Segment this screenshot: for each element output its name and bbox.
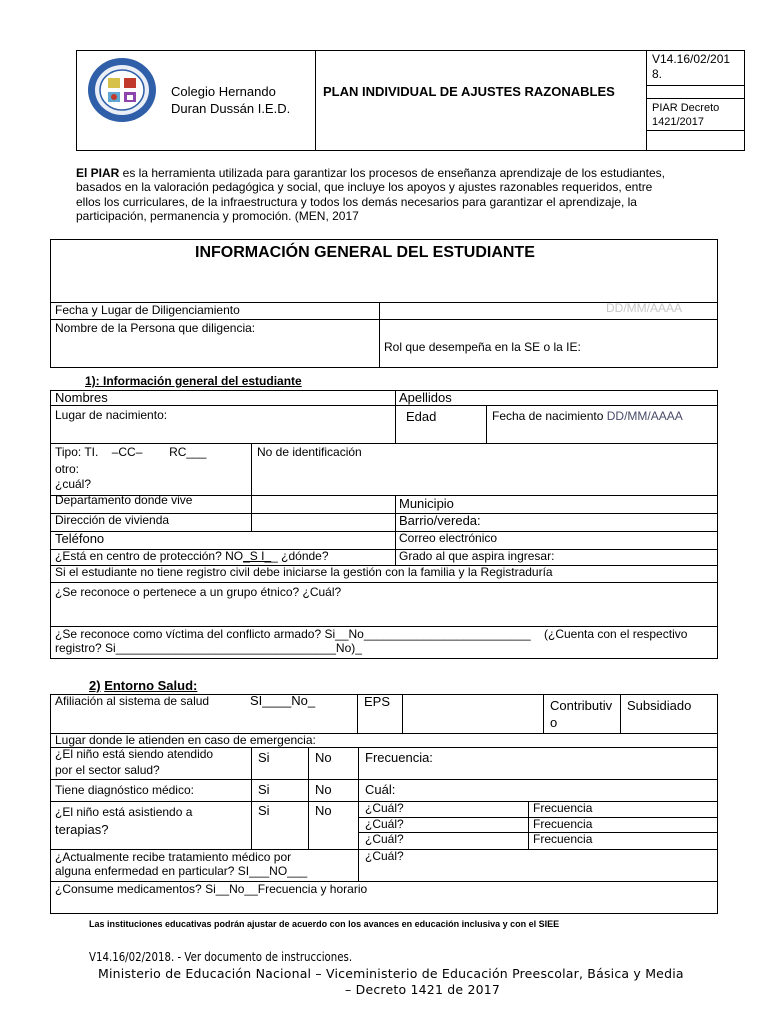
atendido-line2: por el sector salud? <box>55 763 160 777</box>
terapias-no[interactable]: No <box>315 803 332 818</box>
version-code-line2: 8. <box>652 67 663 81</box>
terapia-cual-3: ¿Cuál? <box>365 832 404 846</box>
tipo-documento: Tipo: TI. –CC– RC___ <box>55 445 207 459</box>
decree-line1: PIAR Decreto <box>652 102 720 114</box>
diagnostico-si[interactable]: Si <box>258 782 270 797</box>
intro-line3: ellos los curriculares, de la infraestructura y todos los demás necesarios para garantizar el aprendizaje, la <box>76 195 637 209</box>
correo-label: Correo electrónico <box>399 531 498 545</box>
victima-line1b: (¿Cuenta con el respectivo <box>544 627 688 641</box>
diagnostico-label: Tiene diagnóstico médico: <box>55 783 194 797</box>
nombres-label: Nombres <box>55 390 108 405</box>
atendido-line1: ¿El niño está siendo atendido <box>55 747 214 761</box>
telefono-label: Teléfono <box>55 531 105 546</box>
atendido-si[interactable]: Si <box>258 750 270 765</box>
afiliacion-si-no[interactable]: SI____No_ <box>250 693 316 708</box>
direccion-label: Dirección de vivienda <box>55 513 170 527</box>
school-name-line1: Colegio Hernando <box>171 84 276 99</box>
tipo-otro: otro: <box>55 462 80 476</box>
terapias-line1: ¿El niño está asistiendo a <box>55 805 193 819</box>
fecha-nacimiento-label: Fecha de nacimiento DD/MM/AAAA <box>492 409 683 423</box>
terapias-si[interactable]: Si <box>258 803 270 818</box>
rol-label: Rol que desempeña en la SE o la IE: <box>384 340 581 354</box>
terapia-frecuencia-3: Frecuencia <box>533 832 593 846</box>
intro-line1 <box>76 167 665 180</box>
intro-line1-text: es la herramienta utilizada para garantizar los procesos de enseñanza aprendizaje de los estudiantes, <box>119 166 666 180</box>
intro-line4: participación, permanencia y promoción. (MEN, 2017 <box>76 209 359 223</box>
contributivo-line1[interactable]: Contributiv <box>550 698 613 713</box>
lugar-emergencia-label: Lugar donde le atienden en caso de emergencia: <box>55 733 316 747</box>
footer-ministry: Ministerio de Educación Nacional – Viceministerio de Educación Preescolar, Básica y Media <box>98 966 684 981</box>
section1-heading: 1): Información general del estudiante <box>85 374 302 388</box>
diagnostico-no[interactable]: No <box>315 782 332 797</box>
grupo-etnico-label: ¿Se reconoce o pertenece a un grupo étnico? ¿Cuál? <box>55 585 342 599</box>
terapia-cual-1: ¿Cuál? <box>365 801 404 815</box>
nombre-diligencia-label: Nombre de la Persona que diligencia: <box>55 321 256 335</box>
section2-heading: 2) Entorno Salud: <box>89 678 198 693</box>
tipo-rc[interactable]: RC___ <box>169 445 207 459</box>
footer-decree: – Decreto 1421 de 2017 <box>345 982 501 997</box>
edad-label: Edad <box>406 409 437 424</box>
victima-line1: ¿Se reconoce como víctima del conflicto armado? Si__No_________________________ <box>55 627 531 641</box>
apellidos-label: Apellidos <box>399 390 452 405</box>
fecha-nacimiento-field[interactable]: DD/MM/AAAA <box>606 409 683 423</box>
eps-label: EPS <box>364 694 391 709</box>
tipo-cual: ¿cuál? <box>55 477 92 491</box>
terapias-line2: terapias? <box>55 822 109 837</box>
tipo-cc[interactable]: –CC– <box>111 445 143 459</box>
contributivo-line2: o <box>550 715 558 730</box>
decree-line2: 1421/2017 <box>652 116 704 128</box>
intro-line2: basados en la valoración pedagógica y social, que incluye los apoyos y ajustes razonables requeridos, entre <box>76 180 653 194</box>
barrio-label: Barrio/vereda: <box>399 513 481 528</box>
terapia-frecuencia-2: Frecuencia <box>533 817 593 831</box>
proteccion-label: ¿Está en centro de protección? NO_S I__ ¿dónde? <box>55 549 329 563</box>
terapia-cual-2: ¿Cuál? <box>365 817 404 831</box>
atendido-no[interactable]: No <box>315 750 332 765</box>
footer-version: V14.16/02/2018. - Ver documento de instrucciones. <box>89 950 353 964</box>
school-name-line2: Duran Dussán I.E.D. <box>171 101 291 116</box>
intro-lead: El PIAR <box>76 166 120 180</box>
proteccion-si[interactable]: _S I_ <box>243 549 272 563</box>
lugar-nacimiento-label: Lugar de nacimiento: <box>55 408 168 422</box>
registro-civil-note: Si el estudiante no tiene registro civil debe iniciarse la gestión con la familia y la Registraduría <box>55 565 553 579</box>
diagnostico-cual: Cuál: <box>365 782 396 797</box>
general-info-title: INFORMACIÓN GENERAL DEL ESTUDIANTE <box>195 244 535 261</box>
document-title: PLAN INDIVIDUAL DE AJUSTES RAZONABLES <box>323 84 615 99</box>
subsidiado-option[interactable]: Subsidiado <box>627 698 692 713</box>
atendido-frecuencia: Frecuencia: <box>365 750 433 765</box>
version-code-line1: V14.16/02/201 <box>652 52 731 66</box>
footer-note: Las instituciones educativas podrán ajustar de acuerdo con los avances en educación inclusiva y con el SIEE <box>89 919 560 929</box>
municipio-label: Municipio <box>399 496 454 511</box>
medicamentos-label: ¿Consume medicamentos? Si__No__Frecuencia y horario <box>55 882 368 896</box>
no-identificacion-label: No de identificación <box>257 445 362 459</box>
tratamiento-line1: ¿Actualmente recibe tratamiento médico por <box>55 850 292 864</box>
fecha-diligenciamiento-label: Fecha y Lugar de Diligenciamiento <box>55 303 240 317</box>
afiliacion-label: Afiliación al sistema de salud <box>55 694 210 708</box>
tratamiento-cual: ¿Cuál? <box>365 849 404 863</box>
grado-label: Grado al que aspira ingresar: <box>399 549 555 563</box>
departamento-label: Departamento donde vive <box>55 493 193 507</box>
school-seal-logo <box>86 56 158 124</box>
victima-line2: registro? Si_________________________________No)_ <box>55 641 362 655</box>
tratamiento-line2: alguna enfermedad en particular? SI___NO___ <box>55 864 308 878</box>
fecha-diligenciamiento-field[interactable]: DD/MM/AAAA <box>606 301 683 315</box>
terapia-frecuencia-1: Frecuencia <box>533 801 593 815</box>
